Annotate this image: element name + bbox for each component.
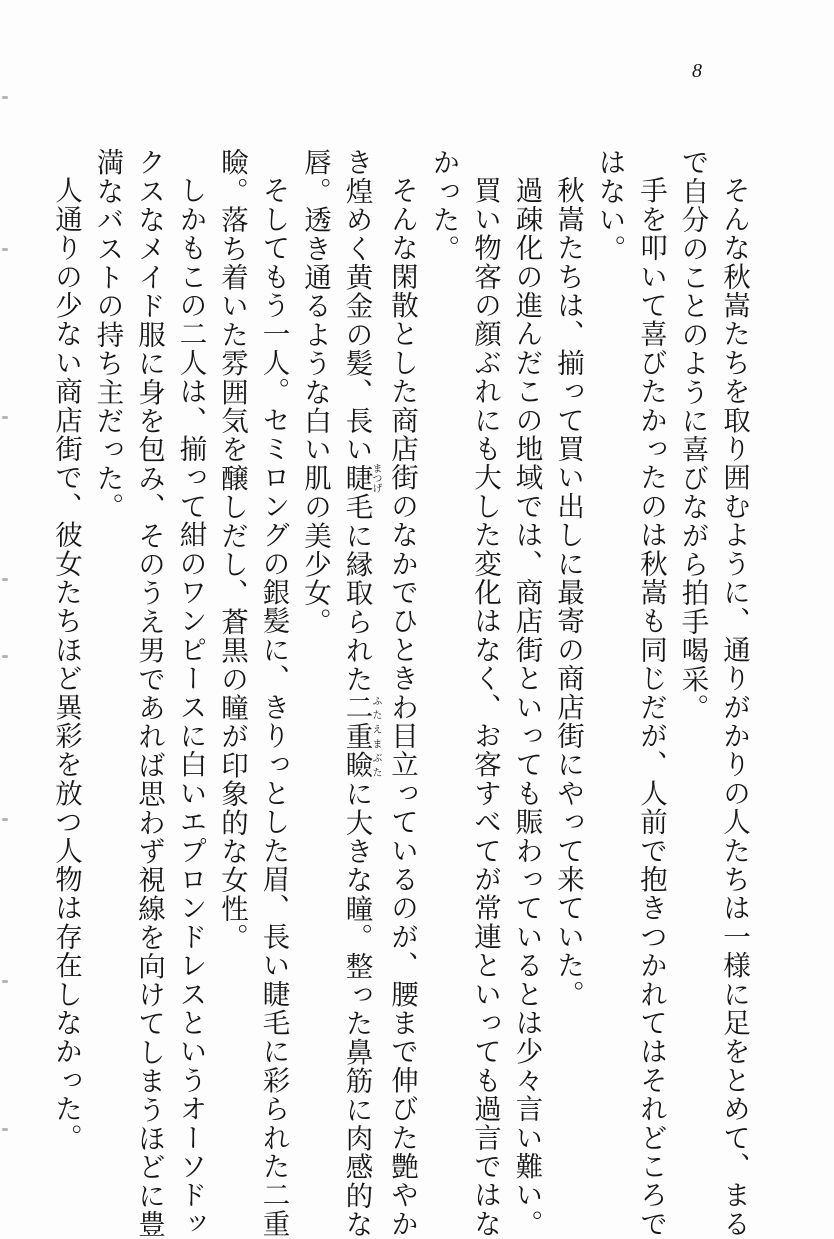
scan-mark [2, 980, 8, 983]
text-line: 買い物客の顔ぶれにも大した変化はなく、お客すべてが常連といっても過言ではな [469, 175, 501, 1238]
scan-mark [2, 578, 8, 581]
text-line: 瞼。落ち着いた雰囲気を醸しだし、蒼黒の瞳が印象的な女性。 [216, 148, 248, 952]
text-line: そしてもう一人。セミロングの銀髪に、きりっとした眉、長い睫毛に彩られた二重 [257, 175, 290, 1238]
scan-mark [2, 248, 8, 251]
text-line-with-ruby [335, 148, 381, 1239]
text-segment: に大きな瞳。整った鼻筋に肉感的な [340, 779, 373, 1239]
text-line: 過疎化の進んだこの地域では、商店街といっても賑わっているとは少々言い難い。 [510, 175, 543, 1238]
text-line: しかもこの二人は、揃って紺のワンピースに白いエプロンドレスというオーソドッ [174, 175, 207, 1238]
scan-mark [2, 655, 8, 658]
scan-mark [2, 416, 8, 419]
body-text [50, 148, 754, 1239]
scan-mark [2, 818, 8, 821]
text-line: そんな閑散とした商店街のなかでひときわ目立っているのが、腰まで伸びた艶やか [386, 175, 418, 1238]
text-line: そんな秋嵩たちを取り囲むように、通りがかりの人たちは一様に足をとめて、まる [718, 175, 750, 1238]
text-line: 満なバストの持ち主だった。 [91, 148, 124, 522]
text-line: で自分のことのように喜びながら拍手喝采。 [676, 148, 709, 722]
text-segment: 毛に縁取られた [340, 492, 373, 694]
scan-mark [2, 96, 8, 99]
scan-mark [2, 1128, 8, 1131]
ruby-annotation: 二重瞼ふたえまぶた [340, 693, 381, 780]
text-segment: き煌めく黄金の髪、長い [340, 148, 373, 464]
text-line: はない。 [593, 148, 626, 263]
text-line: 手を叩いて喜びたかったのは秋嵩も同じだが、人前で抱きつかれてはそれどころで [635, 175, 667, 1238]
text-line: 人通りの少ない商店街で、彼女たちほど異彩を放つ人物は存在しなかった。 [50, 175, 82, 1152]
ruby-annotation: 睫まつげ [340, 463, 381, 494]
text-line: かった。 [427, 148, 460, 263]
text-line: 秋嵩たちは、揃って買い出しに最寄の商店街にやって来ていた。 [552, 175, 584, 1008]
page-number: 8 [692, 60, 702, 82]
text-line: クスなメイド服に身を包み、そのうえ男であれば思わず視線を向けてしまうほどに豊 [133, 148, 165, 1239]
text-line: 唇。透き通るような白い肌の美少女。 [299, 148, 331, 636]
